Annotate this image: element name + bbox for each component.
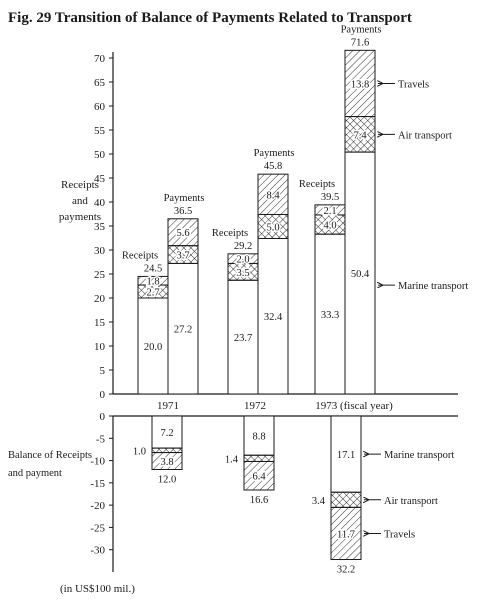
category-label: 1973 (fiscal year) bbox=[315, 400, 393, 412]
annotation-label: Air transport bbox=[398, 130, 452, 142]
lower-y-tick-label: 0 bbox=[99, 411, 105, 423]
lower-y-tick-label: -10 bbox=[90, 455, 105, 468]
category-label: 1971 bbox=[157, 400, 179, 412]
bar-value-label: 2.7 bbox=[146, 287, 160, 299]
bar-value-label: 5.6 bbox=[176, 228, 190, 240]
upper-y-tick-label: 0 bbox=[99, 389, 105, 401]
upper-y-axis-label: payments bbox=[58, 211, 102, 223]
bar-value-label: 8.4 bbox=[266, 190, 280, 202]
upper-y-axis-label: and bbox=[72, 195, 88, 207]
bar-value-label: 33.3 bbox=[320, 310, 340, 322]
upper-y-tick-label: 70 bbox=[94, 53, 105, 65]
bar-series-label: Payments bbox=[253, 148, 295, 160]
annotation-label: Air transport bbox=[384, 495, 438, 507]
bar-value-label: 2.1 bbox=[323, 205, 337, 217]
bar-value-label: 5.0 bbox=[266, 222, 280, 234]
bar-total-label: 36.5 bbox=[173, 205, 193, 217]
annotation-label: Marine transport bbox=[398, 281, 469, 293]
bar-value-label: 50.4 bbox=[350, 269, 370, 281]
bar-series-label: Receipts bbox=[211, 227, 249, 239]
lower-y-tick-label: -30 bbox=[90, 544, 105, 557]
upper-y-tick-label: 35 bbox=[94, 221, 105, 233]
bar-series-label: Receipts bbox=[121, 250, 159, 262]
upper-y-tick-label: 10 bbox=[94, 341, 105, 353]
upper-y-tick-label: 65 bbox=[94, 77, 105, 89]
balance-value-label: 1.0 bbox=[132, 446, 146, 458]
bar-value-label: 1.8 bbox=[146, 276, 160, 288]
bar-value-label: 13.8 bbox=[350, 79, 370, 91]
bar-value-label: 20.0 bbox=[143, 342, 163, 353]
bar-total-label: 24.5 bbox=[143, 263, 163, 275]
lower-y-tick-label: -25 bbox=[90, 522, 105, 535]
upper-y-tick-label: 5 bbox=[99, 365, 105, 377]
unit-note: (in US$100 mil.) bbox=[60, 583, 135, 595]
category-label: 1972 bbox=[244, 400, 266, 412]
bar-value-label: 2.0 bbox=[236, 254, 250, 266]
bar-value-label: 32.4 bbox=[263, 312, 283, 324]
bar-total-label: 39.5 bbox=[320, 191, 340, 203]
upper-y-tick-label: 40 bbox=[94, 197, 105, 209]
lower-y-axis-label: Balance of Receipts bbox=[8, 450, 92, 461]
upper-y-tick-label: 25 bbox=[94, 269, 105, 281]
balance-value-label: 1.4 bbox=[224, 454, 238, 466]
bar-value-label: 3.7 bbox=[176, 250, 190, 262]
balance-bar-air bbox=[152, 448, 182, 452]
balance-bar-air bbox=[331, 492, 361, 507]
bar-total-label: 45.8 bbox=[263, 161, 283, 173]
balance-value-label: 7.2 bbox=[160, 428, 174, 440]
upper-y-tick-label: 20 bbox=[94, 293, 105, 305]
annotation-label: Travels bbox=[398, 79, 430, 91]
bar-total-label: 71.6 bbox=[350, 37, 370, 49]
upper-y-tick-label: 55 bbox=[94, 125, 105, 137]
balance-bar-air bbox=[244, 455, 274, 461]
upper-panel bbox=[59, 24, 468, 412]
annotation-label: Travels bbox=[384, 529, 416, 541]
bar-total-label: 29.2 bbox=[233, 240, 253, 252]
balance-total-label: 32.2 bbox=[336, 564, 356, 576]
bar-series-label: Payments bbox=[340, 24, 382, 36]
bar-value-label: 27.2 bbox=[173, 324, 193, 336]
balance-total-label: 16.6 bbox=[249, 494, 269, 506]
upper-y-axis-label: Receipts bbox=[61, 179, 99, 191]
lower-y-tick-label: -5 bbox=[95, 433, 105, 446]
chart-title: Fig. 29 Transition of Balance of Payments Related to Transport bbox=[8, 10, 412, 26]
balance-value-label: 6.4 bbox=[252, 471, 266, 483]
bar-value-label: 7.4 bbox=[353, 130, 367, 142]
lower-panel bbox=[8, 411, 458, 576]
bar-value-label: 23.7 bbox=[233, 333, 253, 345]
upper-y-tick-label: 30 bbox=[94, 245, 105, 257]
balance-value-label: 8.8 bbox=[252, 431, 266, 443]
lower-y-axis-label: and payment bbox=[8, 468, 62, 479]
balance-value-label: 17.1 bbox=[336, 450, 356, 462]
lower-y-tick-label: -20 bbox=[90, 500, 105, 513]
upper-y-tick-label: 45 bbox=[94, 173, 105, 185]
balance-value-label: 3.4 bbox=[311, 495, 325, 507]
balance-value-label: 3.8 bbox=[160, 457, 174, 469]
annotation-label: Marine transport bbox=[384, 450, 455, 462]
bar-series-label: Payments bbox=[163, 192, 205, 204]
balance-total-label: 12.0 bbox=[157, 474, 177, 486]
upper-y-tick-label: 15 bbox=[94, 317, 105, 329]
lower-y-tick-label: -15 bbox=[90, 477, 105, 490]
bar-value-label: 3.5 bbox=[236, 267, 250, 279]
bar-value-label: 4.0 bbox=[323, 220, 337, 232]
balance-value-label: 11.7 bbox=[337, 529, 355, 541]
bar-series-label: Receipts bbox=[298, 178, 336, 190]
upper-y-tick-label: 50 bbox=[94, 149, 105, 161]
upper-y-tick-label: 60 bbox=[94, 101, 105, 113]
